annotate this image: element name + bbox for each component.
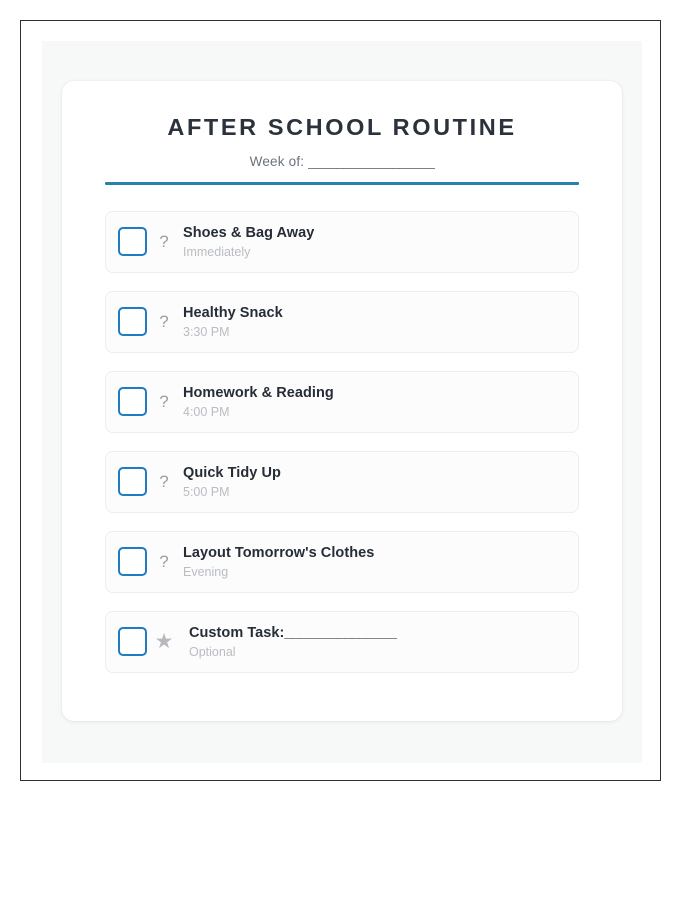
- task-time: 4:00 PM: [183, 404, 230, 419]
- missing-glyph-icon: ?: [159, 392, 169, 412]
- task-checkbox[interactable]: [118, 547, 147, 576]
- task-title: Homework & Reading: [183, 384, 334, 401]
- header-divider: [105, 182, 579, 185]
- task-text: [181, 224, 578, 260]
- star-icon: ★: [154, 630, 174, 654]
- missing-glyph-icon: ?: [159, 552, 169, 572]
- routine-card: [62, 81, 622, 721]
- task-text: [181, 304, 578, 340]
- task-checkbox[interactable]: [118, 467, 147, 496]
- task-time: Immediately: [183, 244, 251, 259]
- printable-page-frame: [20, 20, 661, 781]
- paper-panel: [42, 41, 642, 763]
- missing-glyph-icon: ?: [159, 312, 169, 332]
- task-row[interactable]: [105, 211, 579, 273]
- task-title: Shoes & Bag Away: [183, 224, 315, 241]
- task-time: Optional: [189, 644, 236, 659]
- custom-task-blank-field[interactable]: _______________: [284, 624, 397, 641]
- task-text: [181, 464, 578, 500]
- task-checkbox[interactable]: [118, 627, 147, 656]
- page-title: AFTER SCHOOL ROUTINE: [167, 114, 517, 140]
- task-row[interactable]: [105, 291, 579, 353]
- task-text: [181, 624, 578, 660]
- task-row[interactable]: [105, 531, 579, 593]
- task-row[interactable]: [105, 451, 579, 513]
- task-checkbox[interactable]: [118, 387, 147, 416]
- task-row[interactable]: [105, 371, 579, 433]
- missing-glyph-icon: ?: [159, 232, 169, 252]
- task-time: 3:30 PM: [183, 324, 230, 339]
- task-title: Layout Tomorrow's Clothes: [183, 544, 375, 561]
- week-of-label: Week of:: [249, 153, 305, 169]
- missing-glyph-icon: ?: [159, 472, 169, 492]
- task-title: Healthy Snack: [183, 304, 283, 321]
- task-checkbox[interactable]: [118, 307, 147, 336]
- sheet-header: [62, 81, 622, 185]
- task-checkbox[interactable]: [118, 227, 147, 256]
- week-of-line: [62, 154, 622, 169]
- task-text: [181, 544, 578, 580]
- task-time: Evening: [183, 564, 229, 579]
- custom-task-label: Custom Task:: [189, 624, 285, 641]
- task-list: [105, 211, 579, 673]
- task-row[interactable]: [105, 611, 579, 673]
- task-text: [181, 384, 578, 420]
- task-time: 5:00 PM: [183, 484, 230, 499]
- week-of-blank-field[interactable]: __________________: [308, 153, 435, 169]
- task-title: [189, 624, 578, 642]
- task-title: Quick Tidy Up: [183, 464, 281, 481]
